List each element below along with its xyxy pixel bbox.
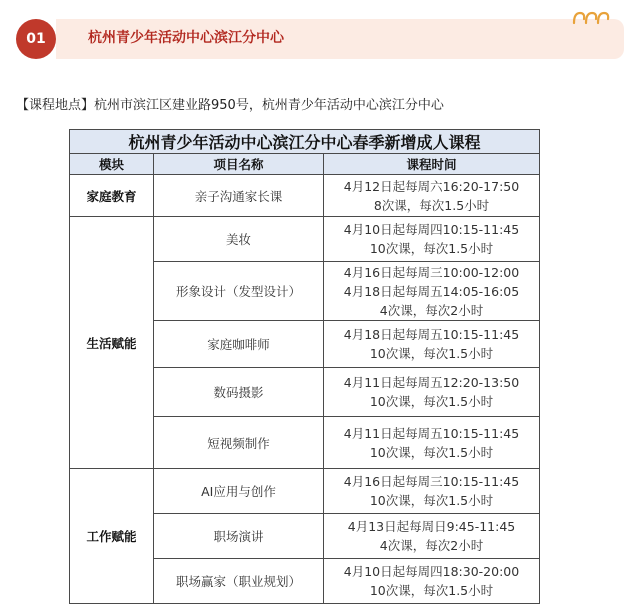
course-schedule: 4月10日起每周四18:30-20:00 10次课，每次1.5小时 [324,559,540,604]
category-life-empowerment: 生活赋能 [70,217,154,469]
column-header-project: 项目名称 [154,154,324,175]
course-name: 形象设计（发型设计） [154,262,324,321]
course-name: AI应用与创作 [154,469,324,514]
section-banner [16,17,624,61]
course-name: 家庭咖啡师 [154,321,324,368]
course-schedule: 4月13日起每周日9:45-11:45 4次课，每次2小时 [324,514,540,559]
course-table [69,129,540,604]
course-schedule: 4月16日起每周三10:15-11:45 10次课，每次1.5小时 [324,469,540,514]
course-name: 数码摄影 [154,368,324,417]
table-caption: 杭州青少年活动中心滨江分中心春季新增成人课程 [70,130,540,154]
course-name: 美妆 [154,217,324,262]
course-name: 短视频制作 [154,417,324,469]
column-header-time: 课程时间 [324,154,540,175]
course-schedule: 4月16日起每周三10:00-12:00 4月18日起每周五14:05-16:05 4次课，每次2小时 [324,262,540,321]
course-schedule: 4月11日起每周五12:20-13:50 10次课，每次1.5小时 [324,368,540,417]
course-name: 职场赢家（职业规划） [154,559,324,604]
category-family-education: 家庭教育 [70,175,154,217]
column-header-module: 模块 [70,154,154,175]
course-name: 亲子沟通家长课 [154,175,324,217]
course-schedule: 4月11日起每周五10:15-11:45 10次课，每次1.5小时 [324,417,540,469]
section-number-badge: 01 [16,19,56,59]
course-name: 职场演讲 [154,514,324,559]
table-row [70,175,540,217]
decorative-swirl-icon [572,9,610,27]
section-title: 杭州青少年活动中心滨江分中心 [88,30,284,46]
course-schedule: 4月18日起每周五10:15-11:45 10次课，每次1.5小时 [324,321,540,368]
category-work-empowerment: 工作赋能 [70,469,154,604]
table-row [70,217,540,262]
table-row [70,469,540,514]
course-location: 【课程地点】杭州市滨江区建业路950号，杭州青少年活动中心滨江分中心 [16,98,444,113]
course-schedule: 4月10日起每周四10:15-11:45 10次课，每次1.5小时 [324,217,540,262]
course-schedule: 4月12日起每周六16:20-17:50 8次课，每次1.5小时 [324,175,540,217]
